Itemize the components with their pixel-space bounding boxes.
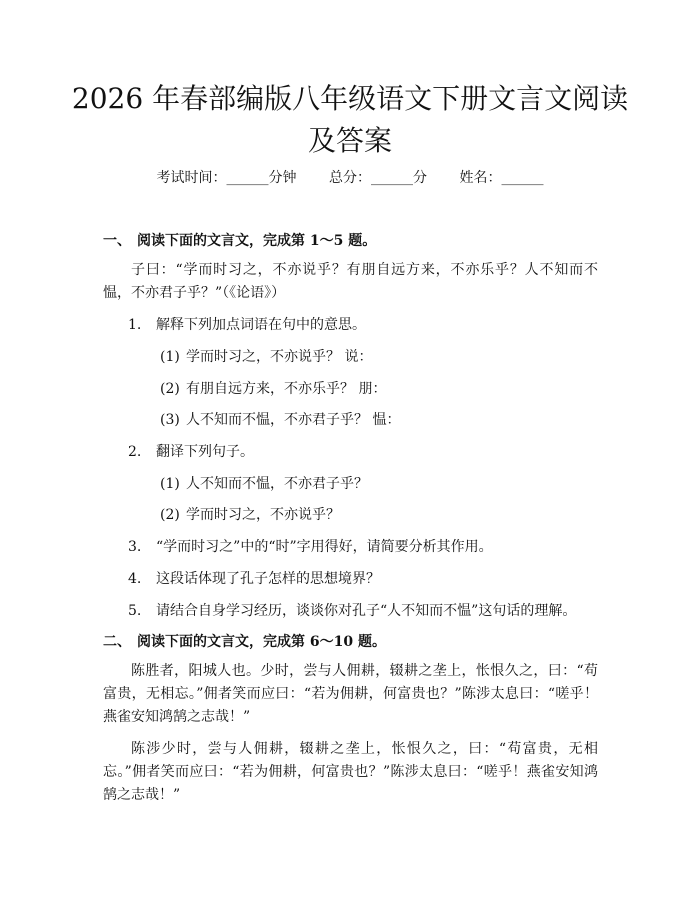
section-1-heading	[103, 230, 376, 252]
section-2-title: 阅读下面的文言文，完成第 6～10 题。	[137, 634, 386, 650]
question-2	[128, 441, 254, 463]
sub-text: 有朋自远方来，不亦乐乎？ 朋：	[186, 381, 387, 397]
question-2-sub-1	[160, 473, 368, 495]
question-text: 请结合自身学习经历，谈谈你对孔子“人不知而不愠”这句话的理解。	[156, 603, 577, 619]
sub-number: (1)	[160, 349, 180, 365]
question-number: 3.	[128, 539, 142, 555]
document-title: 2026 年春部编版八年级语文下册文言文阅读及答案	[71, 82, 629, 157]
sub-text: 人不知而不愠，不亦君子乎？ 愠：	[186, 412, 401, 428]
question-4	[128, 568, 380, 590]
section-2-number: 二、	[103, 634, 131, 650]
question-text: 解释下列加点词语在句中的意思。	[156, 317, 366, 333]
question-text: 翻译下列句子。	[156, 444, 254, 460]
section-1-number: 一、	[103, 233, 131, 249]
question-1	[128, 314, 366, 336]
exam-time: 考试时间：______分钟	[156, 170, 297, 186]
question-2-sub-2	[160, 504, 340, 526]
question-3	[128, 536, 493, 558]
sub-number: (2)	[160, 381, 180, 397]
sub-number: (2)	[160, 507, 180, 523]
exam-name: 姓名：______	[459, 170, 544, 186]
section-2-passage-1: 陈胜者，阳城人也。少时，尝与人佣耕，辍耕之垄上，怅恨久之，曰：“苟富贵，无相忘。”佣者笑而应曰：“若为佣耕，何富贵也？”陈涉太息曰：“嗟乎！燕雀安知鸿鹄之志哉！”	[103, 663, 598, 725]
question-1-sub-3	[160, 409, 400, 431]
question-number: 5.	[128, 603, 142, 619]
question-number: 1.	[128, 317, 142, 333]
exam-score: 总分：______分	[329, 170, 427, 186]
question-number: 2.	[128, 444, 142, 460]
section-1-passage: 子曰：“学而时习之，不亦说乎？有朋自远方来，不亦乐乎？人不知而不愠，不亦君子乎？”（《论语》）	[103, 262, 598, 301]
question-1-sub-1	[160, 346, 372, 368]
section-2-passage-2: 陈涉少时，尝与人佣耕，辍耕之垄上，怅恨久之，曰：“苟富贵，无相忘。”佣者笑而应曰：“若为佣耕，何富贵也？”陈涉太息曰：“嗟乎！燕雀安知鸿鹄之志哉！”	[103, 741, 598, 803]
sub-number: (3)	[160, 412, 180, 428]
sub-number: (1)	[160, 476, 180, 492]
sub-text: 学而时习之，不亦说乎？	[186, 507, 340, 523]
section-1-title: 阅读下面的文言文，完成第 1～5 题。	[137, 233, 377, 249]
sub-text: 学而时习之，不亦说乎？ 说：	[186, 349, 373, 365]
sub-text: 人不知而不愠，不亦君子乎？	[186, 476, 368, 492]
question-text: 这段话体现了孔子怎样的思想境界？	[156, 571, 380, 587]
exam-meta-line	[0, 168, 700, 188]
question-number: 4.	[128, 571, 142, 587]
question-text: “学而时习之”中的“时”字用得好，请简要分析其作用。	[156, 539, 493, 555]
question-1-sub-2	[160, 378, 386, 400]
question-5	[128, 600, 576, 622]
section-2-heading	[103, 631, 386, 653]
